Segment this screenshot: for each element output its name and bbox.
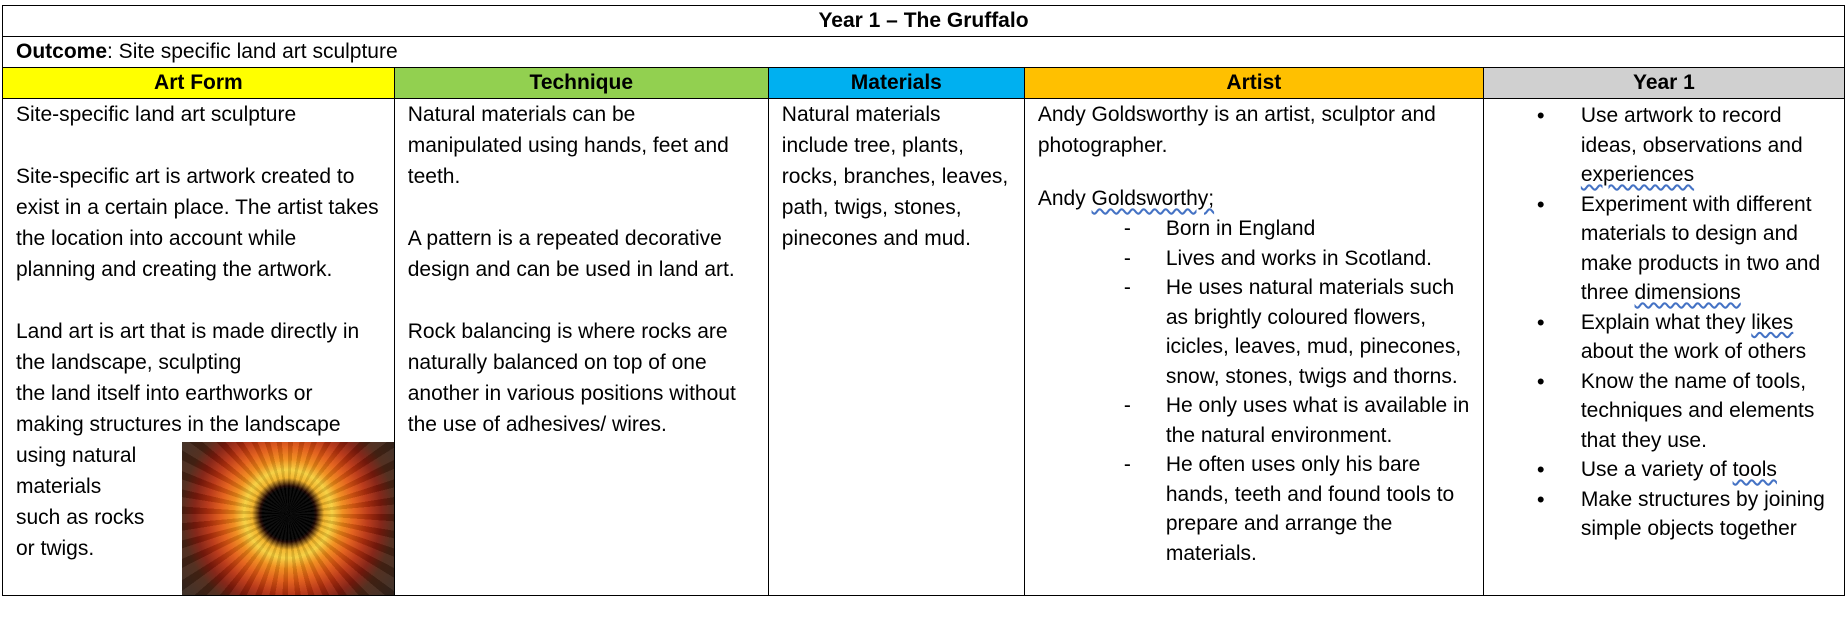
art-form-heading: Site-specific land art sculpture: [16, 103, 297, 126]
objective-item: • Make structures by joining simple objects together: [1581, 485, 1831, 544]
objective-item: • Experiment with different materials to design and make products in two and three dimensions: [1581, 190, 1831, 308]
objective-item: • Use artwork to record ideas, observations and experiences: [1581, 101, 1831, 190]
header-artist: Artist: [1024, 68, 1483, 99]
title-row: [3, 6, 1845, 37]
artist-list-label-prefix: Andy: [1037, 187, 1092, 210]
artist-fact: - He often uses only his bare hands, teeth and found tools to prepare and arrange the materials.: [1166, 450, 1470, 568]
artist-fact: - Born in England: [1166, 214, 1470, 244]
outcome-row: [3, 37, 1845, 68]
year-objectives-list: [1497, 101, 1831, 544]
lesson-plan-table: [2, 5, 1845, 596]
objective-item: • Use a variety of tools: [1581, 455, 1831, 485]
land-art-leaf-circle-photo: [182, 442, 394, 595]
artist-fact: - He only uses what is available in the natural environment.: [1166, 391, 1470, 450]
objective-item: • Know the name of tools, techniques and elements that they use.: [1581, 367, 1831, 456]
land-art-line: Land art is art that is made directly in the landscape, sculpting: [16, 320, 360, 374]
page-title: Year 1 – The Gruffalo: [3, 6, 1845, 37]
artist-fact: - Lives and works in Scotland.: [1166, 244, 1470, 274]
land-art-line: the land itself into earthworks or making structures in the landscape: [16, 382, 341, 436]
header-art-form: Art Form: [3, 68, 395, 99]
artist-name-spellcheck: Goldsworthy;: [1091, 187, 1215, 210]
header-materials: Materials: [768, 68, 1024, 99]
technique-pattern: A pattern is a repeated decorative design and can be used in land art.: [407, 227, 735, 281]
artist-facts-list: [1038, 214, 1470, 568]
content-row: [3, 99, 1845, 596]
outcome-cell: [3, 37, 1845, 68]
year-objectives-cell: [1483, 99, 1844, 596]
artist-cell: [1024, 99, 1483, 596]
technique-cell: [394, 99, 768, 596]
land-art-line: using natural: [16, 444, 137, 467]
header-row: [3, 68, 1845, 99]
art-form-cell: [3, 99, 395, 596]
land-art-line: materials: [16, 475, 102, 498]
materials-cell: [768, 99, 1024, 596]
outcome-text: : Site specific land art sculpture: [107, 40, 398, 63]
artist-fact: - He uses natural materials such as brightly coloured flowers, icicles, leaves, mud, pinecones, snow, stones, twigs and thorns.: [1166, 273, 1470, 391]
artist-intro: Andy Goldsworthy is an artist, sculptor and photographer.: [1037, 103, 1436, 157]
technique-rock-balancing: Rock balancing is where rocks are naturally balanced on top of one another in various positions without the use of adhesives/ wires.: [407, 320, 736, 436]
header-technique: Technique: [394, 68, 768, 99]
technique-manipulation: Natural materials can be manipulated using hands, feet and teeth.: [407, 103, 729, 188]
artist-list-label: [1038, 183, 1470, 214]
objective-item: • Explain what they likes about the work of others: [1581, 308, 1831, 367]
header-year: Year 1: [1483, 68, 1844, 99]
land-art-line: such as rocks: [16, 506, 145, 529]
outcome-label: Outcome: [16, 40, 108, 63]
art-form-definition: Site-specific art is artwork created to exist in a certain place. The artist takes the location into account while planning and creating the artwork.: [16, 165, 379, 281]
materials-list: Natural materials include tree, plants, rocks, branches, leaves, path, twigs, stones, pinecones and mud.: [781, 103, 1009, 250]
land-art-line: or twigs.: [16, 537, 95, 560]
